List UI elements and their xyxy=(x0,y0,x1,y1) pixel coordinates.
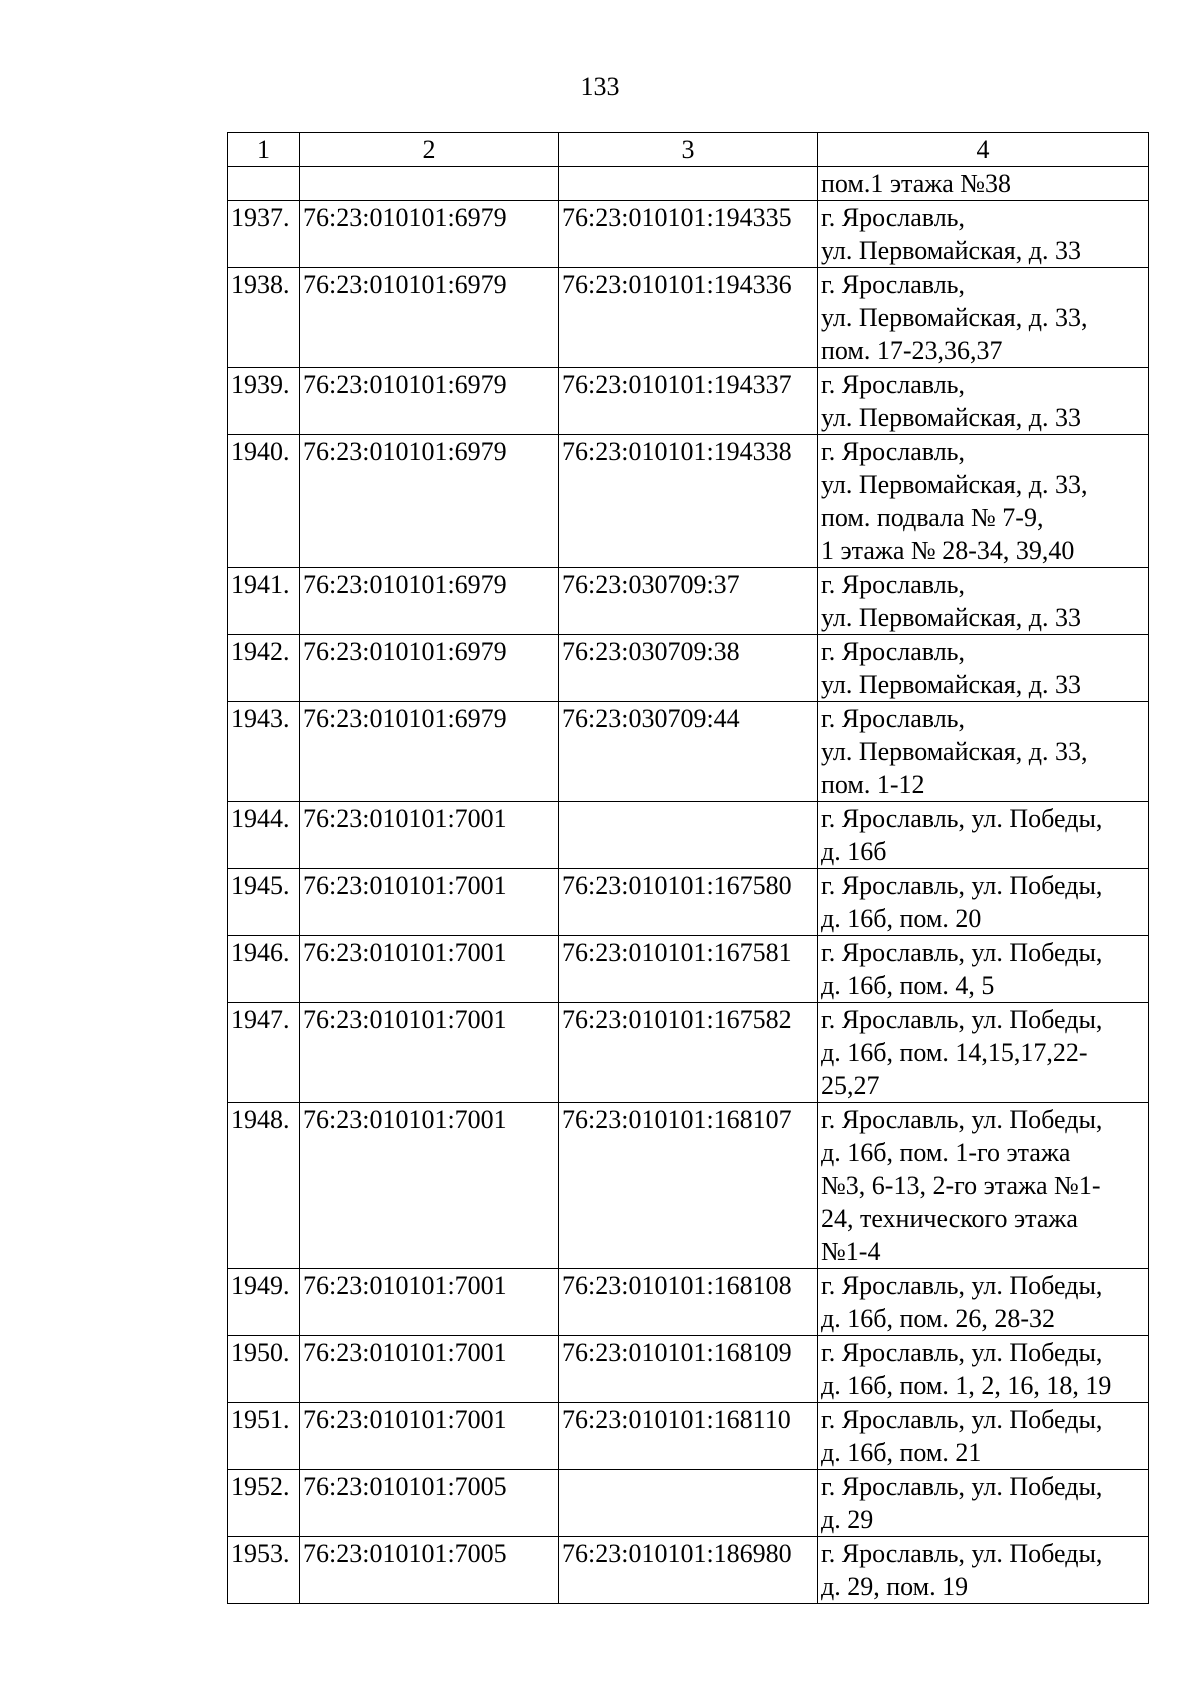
object-cadastral-number-cell: 76:23:010101:194337 xyxy=(559,368,818,435)
parcel-cadastral-number-cell: 76:23:010101:6979 xyxy=(300,635,559,702)
object-cadastral-number-cell: 76:23:010101:167580 xyxy=(559,869,818,936)
parcel-cadastral-number-cell: 76:23:010101:6979 xyxy=(300,435,559,568)
address-cell xyxy=(818,1336,1149,1403)
table-row xyxy=(228,1470,1149,1537)
object-cadastral-number-cell xyxy=(559,802,818,869)
table-row xyxy=(228,869,1149,936)
address-line: д. 16б, пом. 14,15,17,22- xyxy=(821,1038,1088,1067)
table-row xyxy=(228,1269,1149,1336)
address-line: д. 16б, пом. 21 xyxy=(821,1438,982,1467)
table-row xyxy=(228,702,1149,802)
address-line: №3, 6-13, 2-го этажа №1- xyxy=(821,1171,1101,1200)
table-row xyxy=(228,568,1149,635)
table-row xyxy=(228,802,1149,869)
address-line: г. Ярославль, ул. Победы, xyxy=(821,871,1103,900)
address-cell xyxy=(818,201,1149,268)
address-cell xyxy=(818,802,1149,869)
address-line: г. Ярославль, xyxy=(821,270,966,299)
address-cell xyxy=(818,368,1149,435)
address-line: д. 16б, пом. 1-го этажа xyxy=(821,1138,1071,1167)
table-row xyxy=(228,1336,1149,1403)
row-number-cell: 1950. xyxy=(228,1336,300,1403)
object-cadastral-number-cell: 76:23:010101:194336 xyxy=(559,268,818,368)
header-col-2: 2 xyxy=(300,133,559,167)
header-col-1: 1 xyxy=(228,133,300,167)
address-line: д. 16б, пом. 20 xyxy=(821,904,982,933)
parcel-cadastral-number-cell xyxy=(300,167,559,201)
table-row xyxy=(228,1537,1149,1604)
parcel-cadastral-number-cell: 76:23:010101:7001 xyxy=(300,1336,559,1403)
row-number-cell: 1938. xyxy=(228,268,300,368)
address-cell xyxy=(818,635,1149,702)
address-cell xyxy=(818,1103,1149,1269)
page-number: 133 xyxy=(580,72,620,101)
table-row xyxy=(228,268,1149,368)
address-line: г. Ярославль, ул. Победы, xyxy=(821,1105,1103,1134)
address-line: г. Ярославль, ул. Победы, xyxy=(821,1005,1103,1034)
object-cadastral-number-cell: 76:23:010101:168110 xyxy=(559,1403,818,1470)
object-cadastral-number-cell: 76:23:030709:38 xyxy=(559,635,818,702)
row-number-cell: 1943. xyxy=(228,702,300,802)
address-cell xyxy=(818,1003,1149,1103)
address-line: ул. Первомайская, д. 33 xyxy=(821,603,1081,632)
row-number-cell: 1941. xyxy=(228,568,300,635)
parcel-cadastral-number-cell: 76:23:010101:7001 xyxy=(300,1269,559,1336)
object-cadastral-number-cell xyxy=(559,167,818,201)
address-line: г. Ярославль, xyxy=(821,704,966,733)
row-number-cell: 1949. xyxy=(228,1269,300,1336)
address-line: г. Ярославль, ул. Победы, xyxy=(821,1405,1103,1434)
header-col-4: 4 xyxy=(818,133,1149,167)
parcel-cadastral-number-cell: 76:23:010101:6979 xyxy=(300,201,559,268)
parcel-cadastral-number-cell: 76:23:010101:6979 xyxy=(300,568,559,635)
row-number-cell: 1947. xyxy=(228,1003,300,1103)
table-body xyxy=(228,167,1149,1604)
header-col-3: 3 xyxy=(559,133,818,167)
row-number-cell xyxy=(228,167,300,201)
address-cell xyxy=(818,702,1149,802)
row-number-cell: 1940. xyxy=(228,435,300,568)
row-number-cell: 1945. xyxy=(228,869,300,936)
row-number-cell: 1946. xyxy=(228,936,300,1003)
parcel-cadastral-number-cell: 76:23:010101:7001 xyxy=(300,936,559,1003)
address-line: 24, технического этажа xyxy=(821,1204,1078,1233)
table-header xyxy=(228,133,1149,167)
table-row xyxy=(228,1403,1149,1470)
parcel-cadastral-number-cell: 76:23:010101:6979 xyxy=(300,702,559,802)
row-number-cell: 1942. xyxy=(228,635,300,702)
address-line: г. Ярославль, ул. Победы, xyxy=(821,1472,1103,1501)
address-cell xyxy=(818,435,1149,568)
address-line: г. Ярославль, ул. Победы, xyxy=(821,1271,1103,1300)
address-line: №1-4 xyxy=(821,1237,881,1266)
address-line: ул. Первомайская, д. 33 xyxy=(821,236,1081,265)
address-line: д. 16б, пом. 4, 5 xyxy=(821,971,995,1000)
table-row xyxy=(228,435,1149,568)
address-line: ул. Первомайская, д. 33, xyxy=(821,303,1088,332)
address-line: 1 этажа № 28-34, 39,40 xyxy=(821,536,1075,565)
row-number-cell: 1937. xyxy=(228,201,300,268)
object-cadastral-number-cell: 76:23:010101:194335 xyxy=(559,201,818,268)
address-cell xyxy=(818,1269,1149,1336)
address-line: 25,27 xyxy=(821,1071,880,1100)
parcel-cadastral-number-cell: 76:23:010101:7005 xyxy=(300,1537,559,1604)
parcel-cadastral-number-cell: 76:23:010101:6979 xyxy=(300,268,559,368)
address-line: ул. Первомайская, д. 33, xyxy=(821,737,1088,766)
object-cadastral-number-cell: 76:23:030709:37 xyxy=(559,568,818,635)
address-cell xyxy=(818,167,1149,201)
address-cell xyxy=(818,568,1149,635)
row-number-cell: 1948. xyxy=(228,1103,300,1269)
parcel-cadastral-number-cell: 76:23:010101:7001 xyxy=(300,1403,559,1470)
address-line: г. Ярославль, xyxy=(821,637,966,666)
row-number-cell: 1951. xyxy=(228,1403,300,1470)
address-line: г. Ярославль, xyxy=(821,437,966,466)
address-cell xyxy=(818,869,1149,936)
table-row xyxy=(228,635,1149,702)
row-number-cell: 1939. xyxy=(228,368,300,435)
object-cadastral-number-cell: 76:23:010101:194338 xyxy=(559,435,818,568)
table-row xyxy=(228,167,1149,201)
parcel-cadastral-number-cell: 76:23:010101:6979 xyxy=(300,368,559,435)
address-line: г. Ярославль, ул. Победы, xyxy=(821,938,1103,967)
address-line: г. Ярославль, ул. Победы, xyxy=(821,1338,1103,1367)
address-line: г. Ярославль, xyxy=(821,370,966,399)
object-cadastral-number-cell: 76:23:010101:186980 xyxy=(559,1537,818,1604)
address-line: д. 16б, пом. 26, 28-32 xyxy=(821,1304,1055,1333)
parcel-cadastral-number-cell: 76:23:010101:7005 xyxy=(300,1470,559,1537)
address-line: г. Ярославль, xyxy=(821,570,966,599)
address-line: пом. 1-12 xyxy=(821,770,925,799)
address-line: д. 16б xyxy=(821,837,887,866)
row-number-cell: 1952. xyxy=(228,1470,300,1537)
table-row xyxy=(228,201,1149,268)
address-line: д. 29 xyxy=(821,1505,874,1534)
row-number-cell: 1944. xyxy=(228,802,300,869)
parcel-cadastral-number-cell: 76:23:010101:7001 xyxy=(300,1003,559,1103)
address-line: ул. Первомайская, д. 33 xyxy=(821,670,1081,699)
address-cell xyxy=(818,1537,1149,1604)
table-row xyxy=(228,936,1149,1003)
table-row xyxy=(228,1003,1149,1103)
object-cadastral-number-cell: 76:23:010101:168107 xyxy=(559,1103,818,1269)
object-cadastral-number-cell: 76:23:010101:168109 xyxy=(559,1336,818,1403)
address-line: ул. Первомайская, д. 33, xyxy=(821,470,1088,499)
parcel-cadastral-number-cell: 76:23:010101:7001 xyxy=(300,869,559,936)
address-line: г. Ярославль, xyxy=(821,203,966,232)
table-row xyxy=(228,368,1149,435)
address-line: г. Ярославль, ул. Победы, xyxy=(821,804,1103,833)
object-cadastral-number-cell: 76:23:010101:167582 xyxy=(559,1003,818,1103)
address-cell xyxy=(818,1470,1149,1537)
address-cell xyxy=(818,268,1149,368)
object-cadastral-number-cell: 76:23:010101:167581 xyxy=(559,936,818,1003)
address-line: г. Ярославль, ул. Победы, xyxy=(821,1539,1103,1568)
address-line: пом. 17-23,36,37 xyxy=(821,336,1003,365)
header-row xyxy=(228,133,1149,167)
object-cadastral-number-cell xyxy=(559,1470,818,1537)
address-line: д. 16б, пом. 1, 2, 16, 18, 19 xyxy=(821,1371,1112,1400)
address-line: д. 29, пом. 19 xyxy=(821,1572,969,1601)
object-cadastral-number-cell: 76:23:010101:168108 xyxy=(559,1269,818,1336)
address-cell xyxy=(818,936,1149,1003)
address-cell xyxy=(818,1403,1149,1470)
address-line: ул. Первомайская, д. 33 xyxy=(821,403,1081,432)
row-number-cell: 1953. xyxy=(228,1537,300,1604)
registry-table xyxy=(227,132,1149,1604)
parcel-cadastral-number-cell: 76:23:010101:7001 xyxy=(300,802,559,869)
address-line: пом. подвала № 7-9, xyxy=(821,503,1044,532)
object-cadastral-number-cell: 76:23:030709:44 xyxy=(559,702,818,802)
parcel-cadastral-number-cell: 76:23:010101:7001 xyxy=(300,1103,559,1269)
table-row xyxy=(228,1103,1149,1269)
address-line: пом.1 этажа №38 xyxy=(821,169,1012,198)
